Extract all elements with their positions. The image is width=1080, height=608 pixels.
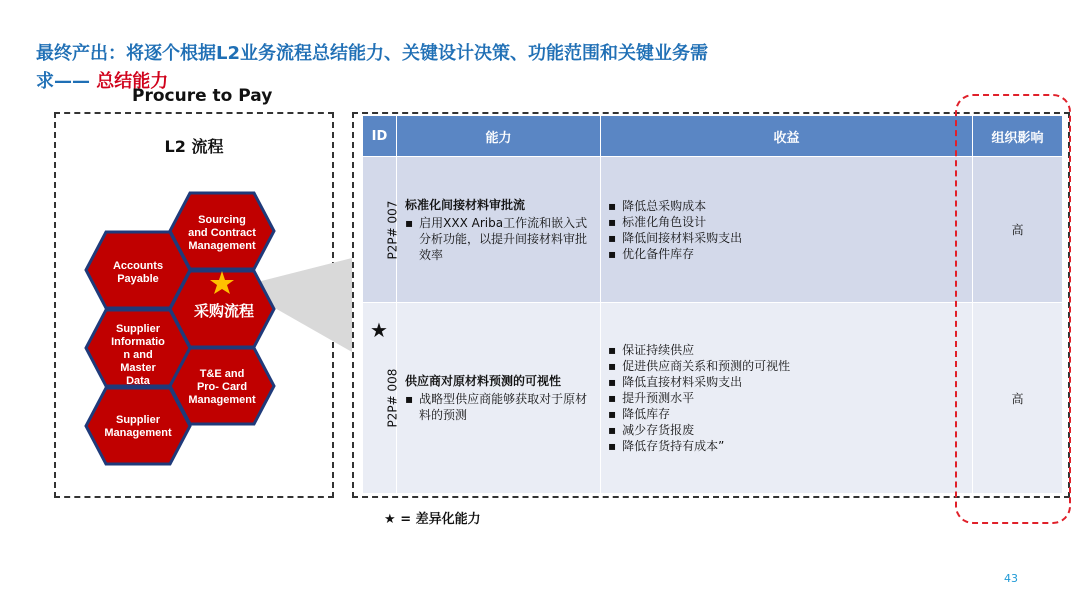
capability-cell [397, 157, 601, 303]
benefit-item: ▪ 减少存货报废 [608, 422, 971, 438]
row-id-cell [363, 157, 400, 303]
hex-label: n and [123, 349, 153, 361]
title-highlight: 总结能力 [96, 71, 169, 92]
legend-text: = 差异化能力 [400, 512, 481, 527]
impact-cell: 高 [973, 157, 1063, 303]
title-line2-prefix: 求—— [36, 71, 90, 92]
impact-cell: 高 [973, 303, 1063, 494]
title-line1: 最终产出：将逐个根据L2业务流程总结能力、关键设计决策、功能范围和关键业务需 [36, 43, 708, 64]
subtitle: Procure to Pay [132, 86, 273, 106]
differentiation-star-icon: ★ [370, 318, 388, 342]
row-id: P2P# 008 [385, 368, 400, 428]
hex-label: T&E and [199, 368, 245, 380]
l2-heading: L2 流程 [164, 137, 224, 156]
hex-label: Accounts [112, 260, 164, 272]
capability-cell [397, 303, 601, 494]
hex-label: Data [126, 375, 150, 387]
legend [384, 508, 481, 527]
hex-label: Supplier [115, 414, 161, 426]
benefit-item: ▪ 降低间接材料采购支出 [608, 230, 971, 246]
benefit-item: ▪ 降低库存 [608, 406, 971, 422]
header-impact: 组织影响 [973, 116, 1063, 157]
row-id: P2P# 007 [385, 200, 400, 259]
benefit-cell [601, 157, 973, 303]
benefit-item: ▪ 促进供应商关系和预测的可视性 [608, 358, 971, 374]
benefit-cell [601, 303, 973, 494]
hex-label: Management [188, 394, 256, 406]
hex-label: Informatio [111, 336, 165, 348]
hex-supplier-mgmt[interactable] [86, 388, 190, 464]
benefit-item: ▪ 标准化角色设计 [608, 214, 971, 230]
hex-label: Management [188, 240, 256, 252]
benefit-item: ▪ 降低直接材料采购支出 [608, 374, 971, 390]
hex-label: Sourcing [198, 214, 246, 226]
capability-desc: ▪ 战略型供应商能够获取对于原材料的预测 [405, 391, 594, 423]
benefit-item: ▪ 优化备件库存 [608, 246, 971, 262]
capability-name: 标准化间接材料审批流 [405, 197, 526, 212]
hex-center-label: 采购流程 [193, 303, 255, 320]
capability-desc: ▪ 启用XXX Ariba工作流和嵌入式分析功能，以提升间接材料审批效率 [405, 215, 594, 263]
hex-label: Supplier [115, 323, 161, 335]
hex-label: and Contract [188, 227, 256, 239]
benefit-item: ▪ 提升预测水平 [608, 390, 971, 406]
benefit-item: ▪ 降低存货持有成本” [608, 438, 971, 454]
impact-highlight-box [955, 94, 1071, 524]
header-benefit: 收益 [601, 116, 973, 157]
benefit-item: ▪ 降低总采购成本 [608, 198, 971, 214]
hex-label: Pro- Card [196, 381, 248, 393]
hex-label: Master [120, 362, 156, 374]
hex-label: Management [104, 427, 172, 439]
capability-name: 供应商对原材料预测的可视性 [405, 374, 562, 388]
page-number: 43 [1004, 572, 1018, 585]
hex-label: Payable [117, 273, 159, 285]
legend-star-icon: ★ [384, 512, 396, 527]
benefit-item: ▪ 保证持续供应 [608, 342, 971, 358]
header-capability: 能力 [397, 116, 601, 157]
header-id: ID [363, 116, 397, 157]
